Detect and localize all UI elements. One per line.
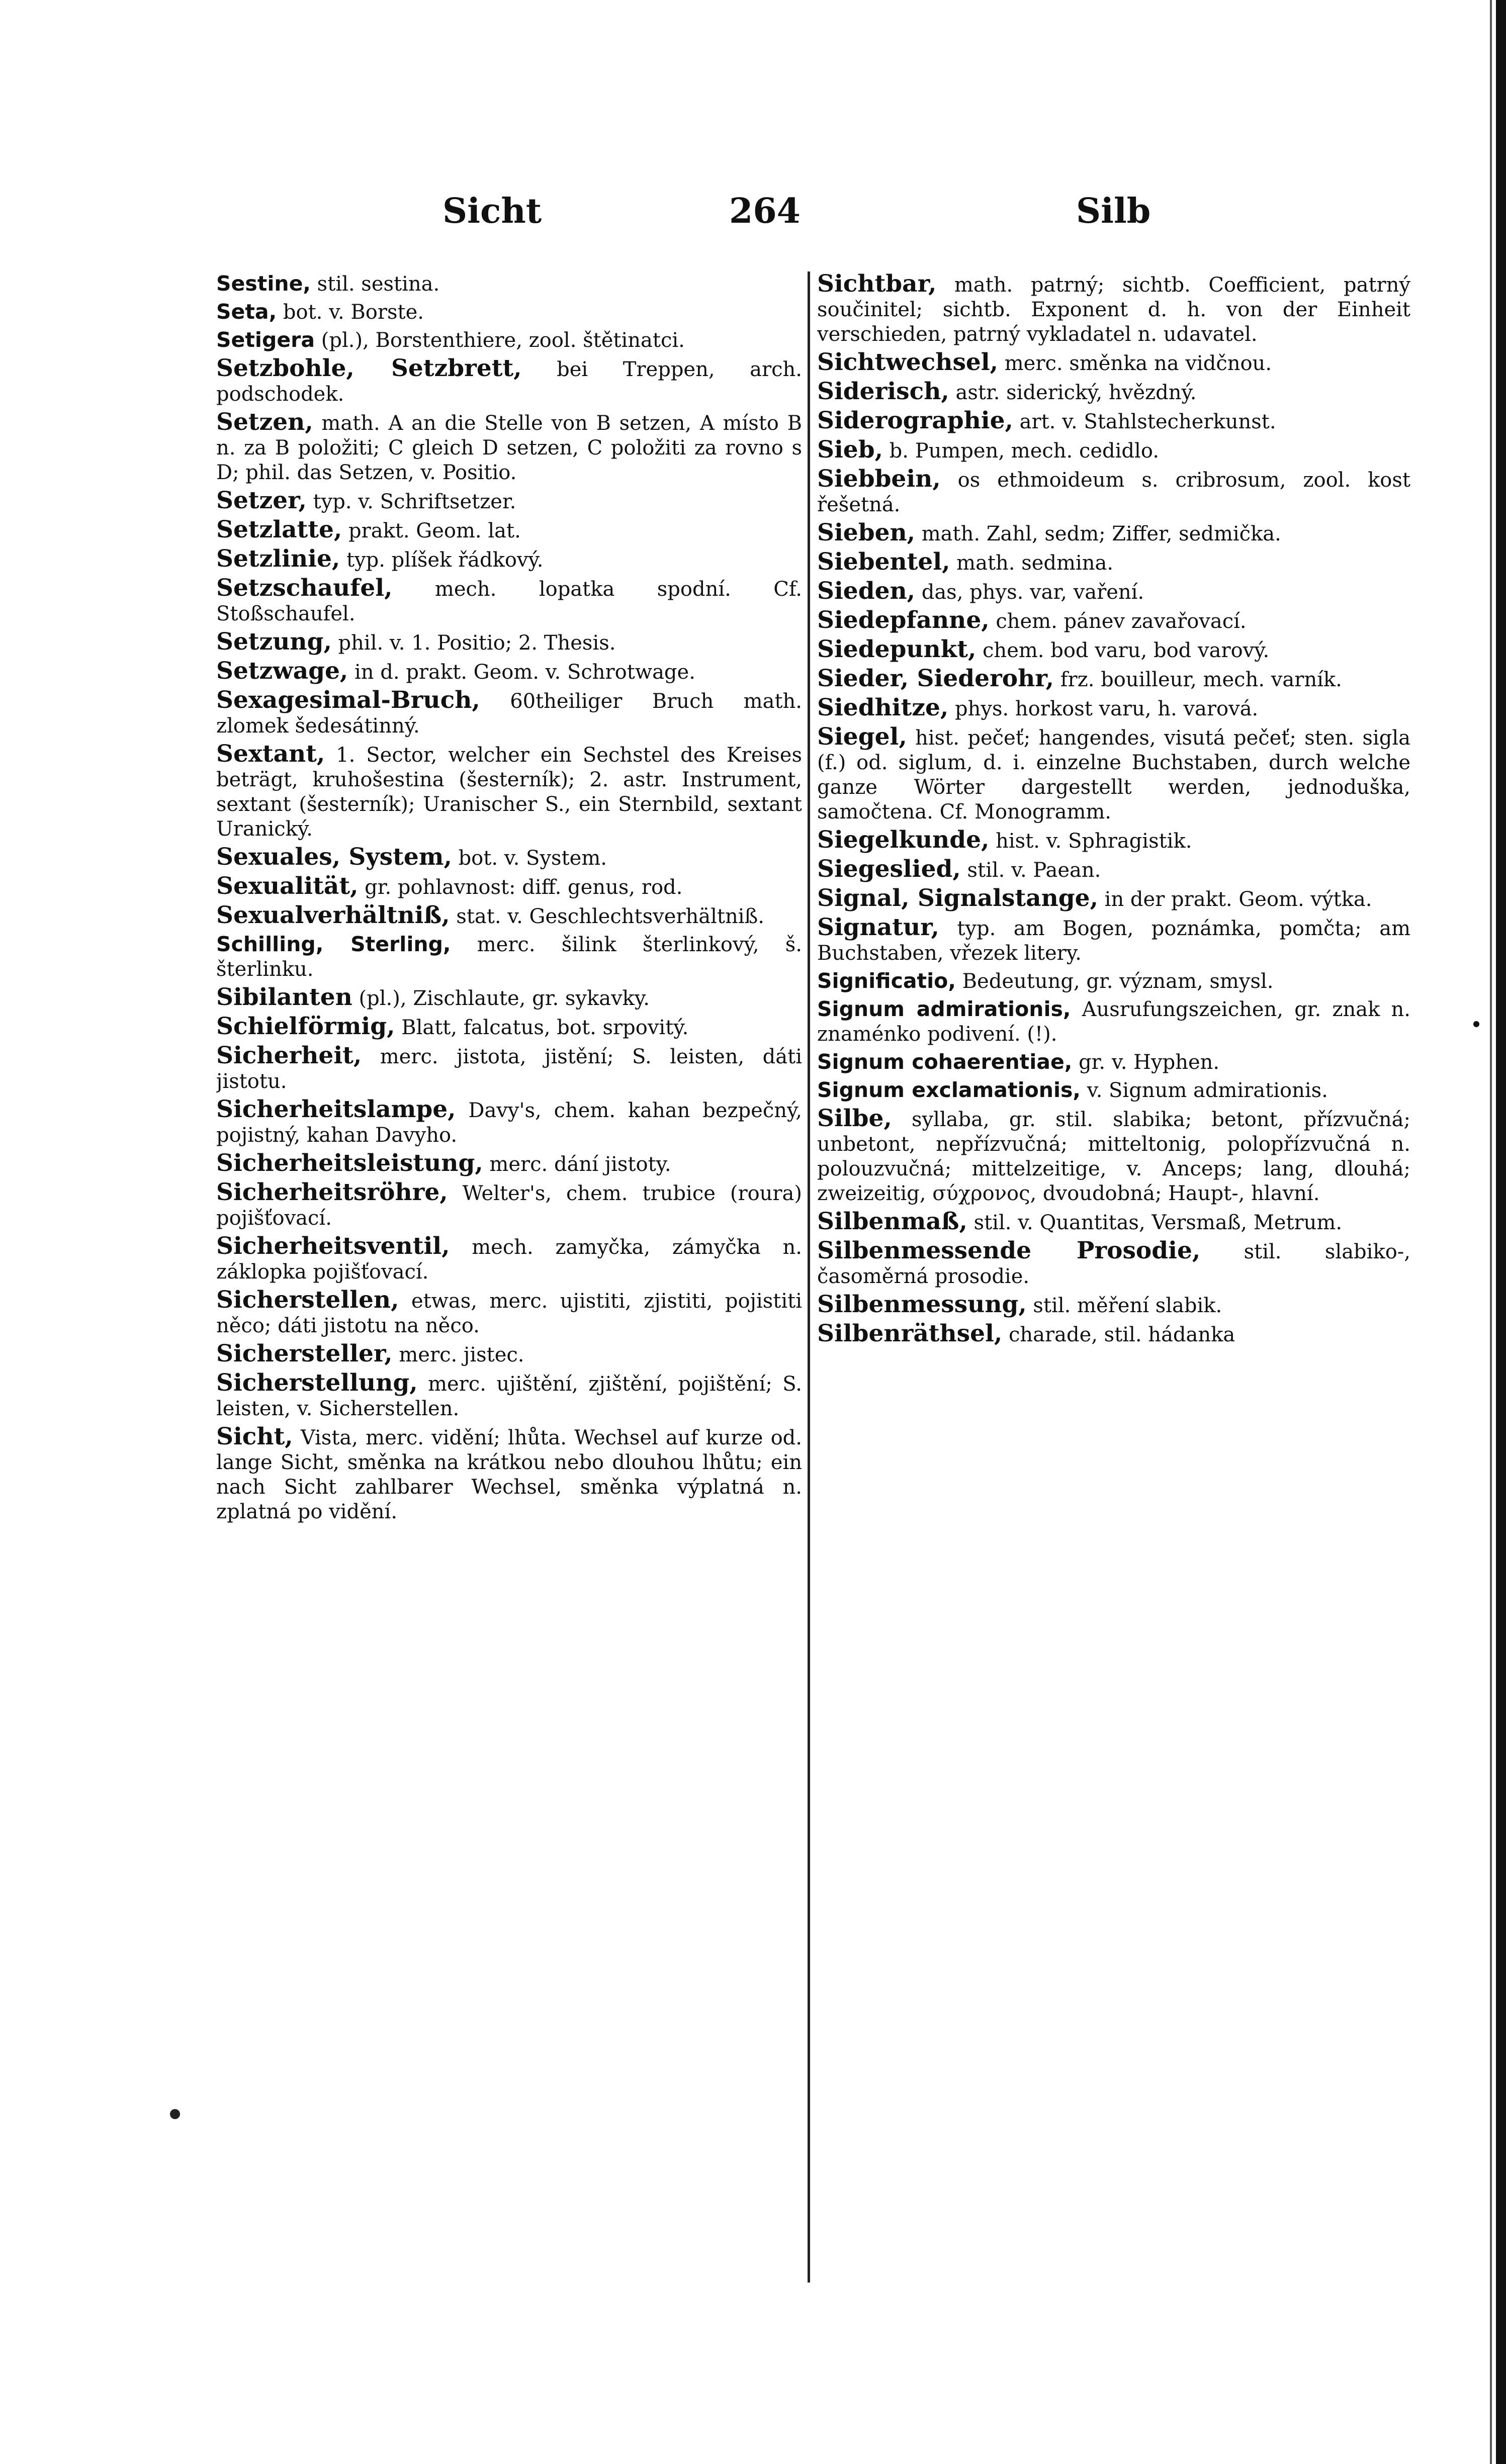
dictionary-entry [817, 1209, 1410, 1235]
entry-definition: phil. v. 1. Positio; 2. Thesis. [331, 631, 616, 655]
dictionary-entry [216, 1288, 802, 1338]
dictionary-entry [817, 1078, 1410, 1103]
entry-headword: Siegelkunde, [817, 826, 990, 854]
entry-definition: 1. Sector, welcher ein Sechstel des Kreises beträgt, kruhošestina (šesterník); 2. astr. Instrument, sextant (šesterník); Uranischer S., ein Sternbild, sextant Uranický. [216, 744, 802, 841]
entry-headword: Siebbein, [817, 465, 941, 493]
column-divider [808, 271, 810, 2283]
entry-headword: Sestine, [216, 271, 311, 296]
entry-definition: Ausrufungszeichen, gr. znak n. znaménko podivení. (!). [817, 998, 1410, 1046]
entry-headword: Siderisch, [817, 378, 949, 405]
entry-definition: phys. horkost varu, h. varová. [948, 697, 1259, 720]
entry-definition: chem. pánev zavařovací. [989, 610, 1247, 633]
entry-headword: Significatio, [817, 969, 956, 993]
dictionary-entry [817, 467, 1410, 517]
entry-headword: Setzlinie, [216, 545, 340, 573]
entry-definition: prakt. Geom. lat. [342, 519, 521, 542]
dictionary-entry [817, 1292, 1410, 1318]
dictionary-entry [216, 629, 802, 656]
dictionary-entry [216, 1014, 802, 1040]
entry-headword: Siedepfanne, [817, 606, 990, 634]
entry-definition: hist. v. Sphragistik. [989, 830, 1192, 853]
entry-definition: frz. bouilleur, mech. varník. [1054, 668, 1342, 691]
entry-definition: gr. pohlavnost: diff. genus, rod. [358, 876, 683, 899]
dictionary-entry [817, 550, 1410, 576]
entry-headword: Sicherstellen, [216, 1286, 399, 1314]
dictionary-entry [216, 742, 802, 842]
entry-headword: Siedepunkt, [817, 635, 977, 663]
page-number: 264 [729, 191, 801, 231]
running-header [0, 191, 1506, 241]
entry-definition: stil. sestina. [310, 272, 440, 296]
dictionary-entry [817, 1106, 1410, 1206]
entry-headword: Sichtwechsel, [817, 348, 999, 376]
entry-headword: Sicherheitslampe, [216, 1096, 456, 1123]
dictionary-entry [216, 1097, 802, 1148]
entry-headword: Signum admirationis, [817, 997, 1071, 1021]
entry-headword: Sicherheitsventil, [216, 1232, 450, 1260]
header-right-keyword: Silb [1076, 191, 1151, 231]
entry-headword: Seta, [216, 300, 277, 324]
entry-definition: Welter's, chem. trubice (roura) pojišťovací. [216, 1182, 802, 1230]
entry-headword: Siegeslied, [817, 855, 961, 883]
entry-definition: math. A an die Stelle von B setzen, A místo B n. za B položiti; C gleich D setzen, C položiti za rovno s D; phil. das Setzen, v. Positio. [216, 412, 802, 484]
dictionary-entry [216, 1424, 802, 1524]
entry-definition: charade, stil. hádanka [1002, 1323, 1235, 1346]
dictionary-entry [817, 379, 1410, 405]
entry-definition: merc. jistec. [392, 1343, 524, 1366]
dictionary-entry [216, 410, 802, 485]
entry-definition: das, phys. var, vaření. [915, 581, 1144, 604]
dictionary-entry [817, 724, 1410, 825]
entry-headword: Sicherheit, [216, 1042, 362, 1069]
dictionary-entry [817, 608, 1410, 634]
entry-definition: (pl.), Zischlaute, gr. sykavky. [352, 987, 650, 1010]
dictionary-entry [216, 688, 802, 739]
entry-headword: Silbe, [817, 1105, 892, 1132]
entry-headword: Setzbohle, Setzbrett, [216, 354, 522, 382]
entry-definition: (pl.), Borstenthiere, zool. štětinatci. [315, 329, 685, 352]
page-edge-border [1496, 0, 1506, 2464]
entry-definition: astr. siderický, hvězdný. [949, 381, 1197, 404]
entry-headword: Silbenmaß, [817, 1208, 967, 1235]
dictionary-entry [817, 1321, 1410, 1347]
entry-headword: Schielförmig, [216, 1013, 395, 1040]
entry-definition: Bedeutung, gr. význam, smysl. [955, 970, 1274, 993]
entry-headword: Silbenmessende Prosodie, [817, 1237, 1201, 1264]
dictionary-entry [216, 845, 802, 871]
dictionary-entry [216, 488, 802, 514]
dictionary-entry [216, 546, 802, 573]
margin-ink-mark [170, 2109, 180, 2119]
entry-headword: Setzen, [216, 408, 313, 436]
entry-headword: Setzschaufel, [216, 574, 393, 602]
dictionary-entry [216, 932, 802, 982]
entry-definition: hist. pečeť; hangendes, visutá pečeť; sten. sigla (f.) od. siglum, d. i. einzelne Buchstaben, durch welche ganze Wörter dargestellt werden, jednoduška, samočtena. Cf. Monogramm. [817, 726, 1410, 824]
entry-definition: art. v. Stahlstecherkunst. [1013, 410, 1276, 433]
entry-headword: Sexuales, System, [216, 843, 452, 871]
margin-dot [1473, 1021, 1479, 1027]
entry-definition: Blatt, falcatus, bot. srpovitý. [395, 1016, 689, 1039]
entry-headword: Siedhitze, [817, 694, 949, 721]
entry-headword: Schilling, Sterling, [216, 932, 451, 956]
entry-headword: Sichersteller, [216, 1340, 393, 1367]
entry-definition: etwas, merc. ujistiti, zjistiti, pojistiti něco; dáti jistotu na něco. [216, 1290, 802, 1337]
entry-definition: bot. v. System. [452, 847, 607, 870]
entry-headword: Siegel, [817, 723, 907, 751]
entry-definition: mech. lopatka spodní. Cf. Stoßschaufel. [216, 578, 802, 625]
right-column [817, 271, 1410, 2333]
entry-headword: Sibilanten [216, 983, 352, 1011]
entry-definition: os ethmoideum s. cribrosum, zool. kost řešetná. [817, 469, 1410, 516]
dictionary-entry [817, 1238, 1410, 1289]
entry-headword: Sicherheitsleistung, [216, 1149, 483, 1177]
dictionary-entry [817, 828, 1410, 854]
dictionary-entry [216, 576, 802, 626]
entry-definition: merc. směnka na vidčnou. [998, 352, 1272, 375]
entry-definition: stil. měření slabik. [1026, 1294, 1222, 1317]
entry-headword: Setzer, [216, 487, 307, 514]
dictionary-entry [817, 666, 1410, 692]
entry-headword: Sexagesimal-Bruch, [216, 686, 480, 714]
entry-headword: Sexualität, [216, 872, 359, 900]
dictionary-entry [817, 437, 1410, 464]
page-edge-rule [1490, 0, 1492, 2464]
entry-definition: Vista, merc. vidění; lhůta. Wechsel auf kurze od. lange Sicht, směnka na krátkou nebo dlouhou lhůtu; ein nach Sicht zahlbarer Wechsel, směnka výplatná n. zplatná po vidění. [216, 1426, 802, 1523]
dictionary-entry [817, 520, 1410, 546]
dictionary-entry [216, 1180, 802, 1231]
entry-definition: typ. am Bogen, poznámka, pomčta; am Buchstaben, vřezek litery. [817, 917, 1410, 965]
dictionary-entry [817, 271, 1410, 347]
entry-headword: Setigera [216, 328, 315, 352]
dictionary-entry [817, 408, 1410, 434]
dictionary-entry [817, 1050, 1410, 1075]
entry-headword: Sieb, [817, 436, 883, 464]
entry-definition: math. patrný; sichtb. Coefficient, patrný součinitel; sichtb. Exponent d. h. von der Einheit verschieden, patrný vykladatel n. udavatel. [817, 273, 1410, 346]
dictionary-entry [216, 985, 802, 1011]
entry-definition: stat. v. Geschlechtsverhältniß. [450, 905, 764, 928]
dictionary-entry [817, 637, 1410, 663]
entry-headword: Sicherstellung, [216, 1369, 418, 1397]
dictionary-entry [216, 874, 802, 900]
dictionary-entry [216, 271, 802, 297]
entry-headword: Sieben, [817, 519, 915, 546]
header-left-keyword: Sicht [442, 191, 542, 231]
entry-headword: Signum exclamationis, [817, 1078, 1081, 1102]
entry-headword: Sextant, [216, 740, 325, 768]
entry-definition: gr. v. Hyphen. [1072, 1051, 1220, 1074]
entry-headword: Setzlatte, [216, 516, 342, 543]
dictionary-entry [216, 1371, 802, 1421]
entry-definition: math. sedmina. [950, 552, 1114, 575]
entry-definition: 60theiliger Bruch math. zlomek šedesátinný. [216, 690, 802, 738]
dictionary-entry [817, 997, 1410, 1047]
entry-definition: in d. prakt. Geom. v. Schrotwage. [348, 661, 695, 684]
dictionary-entry [817, 350, 1410, 376]
entry-definition: stil. v. Quantitas, Versmaß, Metrum. [967, 1211, 1343, 1234]
entry-headword: Sieder, Siederohr, [817, 665, 1054, 692]
left-column [216, 271, 802, 2333]
entry-headword: Signatur, [817, 914, 939, 941]
entry-headword: Sicherheitsröhre, [216, 1178, 448, 1206]
entry-definition: mech. zamyčka, zámyčka n. záklopka pojišťovací. [216, 1236, 802, 1284]
entry-headword: Sichtbar, [817, 271, 937, 298]
entry-definition: stil. slabiko-, časoměrná prosodie. [817, 1240, 1410, 1288]
entry-definition: merc. ujištění, zjištění, pojištění; S. leisten, v. Sicherstellen. [216, 1373, 802, 1420]
entry-definition: bei Treppen, arch. podschodek. [216, 358, 802, 406]
dictionary-entry [216, 1234, 802, 1285]
dictionary-entry [216, 1151, 802, 1177]
entry-headword: Signum cohaerentiae, [817, 1050, 1073, 1074]
dictionary-entry [817, 915, 1410, 966]
entry-definition: syllaba, gr. stil. slabika; betont, přízvučná; unbetont, nepřízvučná; mitteltonig, polopřízvučná n. polouzvučná; mittelzeitige, v. Anceps; lang, dlouhá; zweizeitig, σύχρονος, dvoudobná; Haupt-, hlavní. [817, 1108, 1410, 1205]
entry-headword: Sieden, [817, 577, 915, 605]
entry-definition: typ. v. Schriftsetzer. [306, 490, 516, 513]
dictionary-entry [216, 1341, 802, 1367]
dictionary-entry [216, 903, 802, 929]
dictionary-entry [216, 356, 802, 407]
entry-definition: chem. bod varu, bod varový. [976, 639, 1270, 662]
dictionary-entry [817, 579, 1410, 605]
entry-headword: Setzwage, [216, 657, 348, 685]
entry-definition: bot. v. Borste. [277, 301, 424, 324]
entry-headword: Silbenräthsel, [817, 1320, 1003, 1347]
entry-headword: Signal, Signalstange, [817, 884, 1098, 912]
entry-definition: math. Zahl, sedm; Ziffer, sedmička. [915, 522, 1281, 545]
entry-definition: merc. šilink šterlinkový, š. šterlinku. [216, 933, 802, 981]
dictionary-entry [216, 659, 802, 685]
entry-headword: Sicht, [216, 1423, 293, 1450]
entry-definition: in der prakt. Geom. výtka. [1098, 888, 1372, 911]
dictionary-entry [216, 1043, 802, 1094]
entry-headword: Siebentel, [817, 548, 950, 576]
entry-definition: stil. v. Paean. [960, 859, 1101, 882]
dictionary-entry [817, 857, 1410, 883]
entry-definition: typ. plíšek řádkový. [340, 549, 544, 572]
entry-headword: Silbenmessung, [817, 1291, 1027, 1318]
dictionary-entry [216, 328, 802, 353]
entry-headword: Siderographie, [817, 407, 1013, 434]
entry-definition: v. Signum admirationis. [1081, 1079, 1328, 1102]
dictionary-entry [817, 886, 1410, 912]
dictionary-entry [216, 300, 802, 325]
entry-definition: merc. jistota, jistění; S. leisten, dáti jistotu. [216, 1045, 802, 1093]
entry-definition: merc. dání jistoty. [483, 1153, 671, 1176]
dictionary-entry [216, 517, 802, 543]
entry-definition: Davy's, chem. kahan bezpečný, pojistný, kahan Davyho. [216, 1099, 802, 1147]
entry-headword: Setzung, [216, 628, 332, 656]
entry-definition: b. Pumpen, mech. cedidlo. [882, 439, 1159, 463]
dictionary-entry [817, 969, 1410, 994]
dictionary-entry [817, 695, 1410, 721]
entry-headword: Sexualverhältniß, [216, 901, 450, 929]
